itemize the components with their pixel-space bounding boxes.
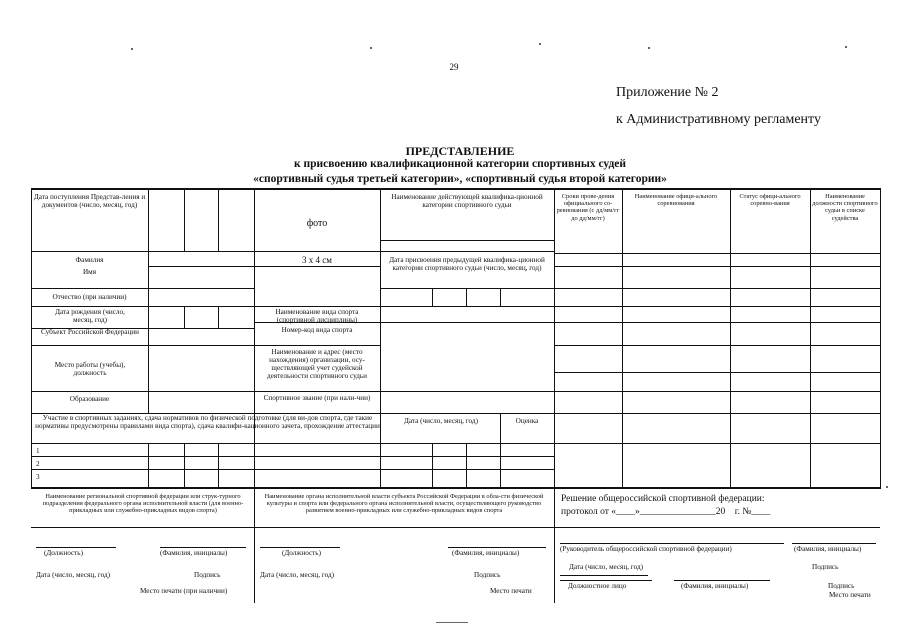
org-address-label: Наименование и адрес (место нахождения) организации, осу-ществляющей учет судейской деятельности спортивного судьи — [266, 348, 368, 380]
photo-placeholder: фото — [306, 218, 328, 229]
position-label: Наименование должности спортивного судьи в списке судейства — [812, 193, 878, 222]
terms-label: Сроки прове-дения официального со-ревнования (с дд/мм/гг до дд/мм/гг) — [556, 193, 620, 222]
position-caption-1: (Должность) — [44, 549, 83, 557]
grade-col-label: Оценка — [515, 417, 539, 425]
surname-label: Фамилия — [75, 256, 104, 264]
date-caption-3: Дата (число, месяц, год) — [569, 563, 644, 571]
form-title: ПРЕДСТАВЛЕНИЕ — [405, 144, 515, 158]
name-caption-4: (Фамилия, инициалы) — [681, 582, 749, 590]
signature-caption-2: Подпись — [474, 571, 501, 579]
date-col-label: Дата (число, месяц, год) — [403, 417, 478, 425]
row-number-3: 3 — [36, 473, 40, 481]
executive-body-label: Наименование органа исполнительной власти субъекта Российской Федерации в обла-сти физической культуры и спорта или федерального органа исполнительной власти, осуществляющего руководство развитием военно-прикладных или служебно-прикладных видов спорта — [264, 493, 544, 515]
participation-label: Участие в спортивных заданиях, сдача нормативов по физической подготовке (для ви-дов спорта, где такие нормативы предусмотрены правилами вида спорта), сдача квалифи-кационного зачета, прохождение аттестации — [35, 414, 380, 430]
signature-caption-4: Подпись — [828, 582, 855, 590]
name-caption-3: (Фамилия, инициалы) — [794, 545, 862, 553]
position-caption-2: (Должность) — [282, 549, 321, 557]
birth-date-label: Дата рождения (число, месяц, год) — [55, 308, 125, 324]
row-number-1: 1 — [36, 447, 40, 455]
date-received-label: Дата поступления Представ-ления и документов (число, месяц, год) — [33, 193, 146, 209]
photo-size-label: 3 х 4 см — [302, 255, 332, 265]
signature-caption-3: Подпись — [812, 563, 839, 571]
patronymic-label: Отчество (при наличии) — [52, 293, 127, 301]
name-caption-1: (Фамилия, инициалы) — [160, 549, 228, 557]
workplace-label: Место работы (учебы), должность — [54, 361, 126, 377]
official-comp-label: Наименование офици-ального соревнования — [634, 193, 718, 208]
seal-caption-1: Место печати (при наличии) — [140, 587, 228, 595]
protocol-line: протокол от «____»________________20 г. №____ — [561, 507, 771, 517]
seal-caption-2: Место печати — [490, 587, 532, 595]
sport-code-label: Номер-код вида спорта — [281, 326, 353, 334]
decision-label: Решение общероссийской спортивной федерации: — [561, 494, 765, 504]
regional-federation-label: Наименование региональной спортивной федерации или струк-турного подразделения федерального органа исполнительной власти (для военно-прикладных или служебно-прикладных видов спорта) — [42, 493, 244, 515]
date-caption-1: Дата (число, месяц, год) — [36, 571, 111, 579]
row-number-2: 2 — [36, 460, 40, 468]
signature-caption-1: Подпись — [194, 571, 221, 579]
form-subtitle: к присвоению квалификационной категории спортивных судей — [293, 158, 627, 170]
name-label: Имя — [82, 268, 97, 276]
form-subtitle-2: «спортивный судья третьей категории», «спортивный судья второй категории» — [253, 173, 667, 185]
current-category-label: Наименование действующей квалифика-ционной категории спортивного судьи — [391, 193, 543, 209]
status-label: Статус офици-ального соревно-вания — [739, 193, 801, 208]
sport-title-label: Спортивное звание (при нали-чии) — [263, 394, 371, 402]
page-number: 29 — [449, 62, 459, 72]
head-caption: (Руководитель общероссийской спортивной федерации) — [560, 545, 732, 553]
appendix-title: Приложение № 2 — [616, 85, 719, 100]
name-caption-2: (Фамилия, инициалы) — [452, 549, 520, 557]
seal-caption-3: Место печати — [829, 591, 871, 599]
appendix-subtitle: к Административному регламенту — [616, 112, 821, 127]
sport-name-label: Наименование вида спорта (спортивной дисциплины) — [275, 308, 359, 324]
date-caption-2: Дата (число, месяц, год) — [260, 571, 335, 579]
education-label: Образование — [69, 395, 110, 403]
official-caption: Должностное лицо — [568, 582, 627, 590]
prev-date-label: Дата присвоения предыдущей квалифика-ционной категории спортивного судьи (число, месяц, год) — [389, 256, 545, 272]
subject-label: Субъект Российской Федерации — [41, 328, 139, 336]
